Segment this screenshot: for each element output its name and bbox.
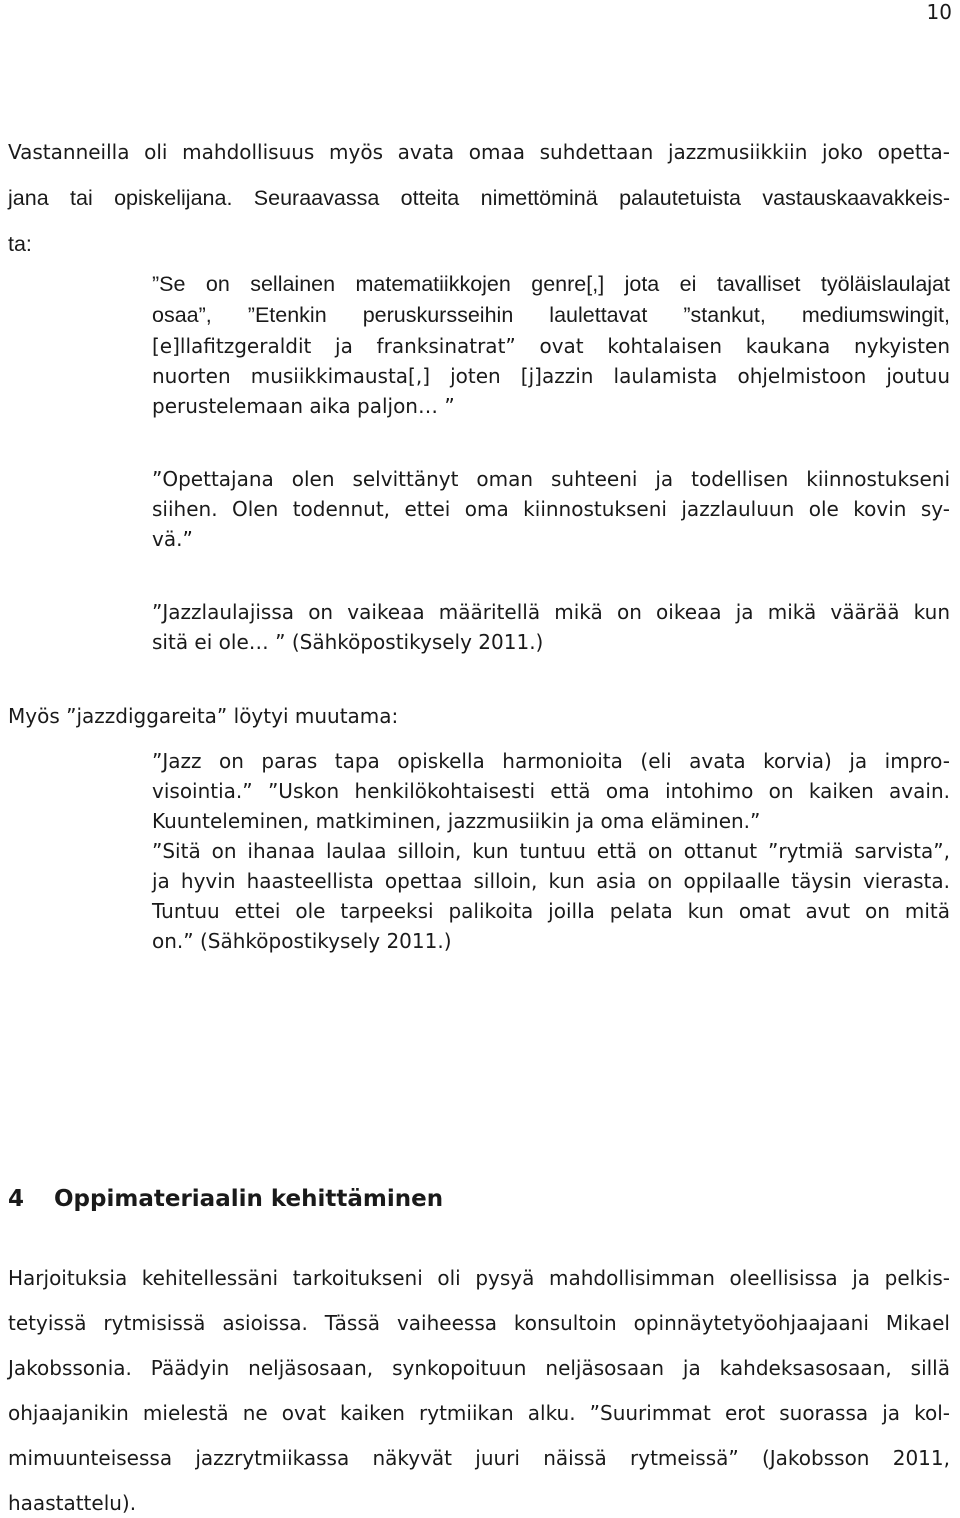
section-heading [8,1186,443,1212]
body-line: tetyissä rytmisissä asioissa. Tässä vaiheessa konsultoin opinnäytetyöohjaajaani Mikael [8,1311,950,1335]
section-number: 4 [8,1186,25,1212]
quote-line: on.” (Sähköpostikysely 2011.) [152,929,452,953]
body-line: haastattelu). [8,1491,137,1515]
quote-line: ”Se on sellainen matematiikkojen genre[,] jota ei tavalliset työläislaulajat [152,272,950,296]
quote-line: ja hyvin haasteellista opettaa silloin, kun asia on oppilaalle täysin vierasta. [152,869,950,893]
body-line: ohjaajanikin mielestä ne ovat kaiken rytmiikan alku. ”Suurimmat erot suorassa ja kol- [8,1401,950,1425]
page-number: 10 [926,0,952,24]
quote-line: ”Sitä on ihanaa laulaa silloin, kun tuntuu että on ottanut ”rytmiä sarvista”, [152,839,950,863]
quote-line: Tuntuu ettei ole tarpeeksi palikoita joilla pelata kun omat avut on mitä [152,899,950,923]
intro-line: ta: [8,232,32,256]
intro-line: jana tai opiskelijana. Seuraavassa otteita nimettöminä palautetuista vastauskaavakkeis- [8,186,950,210]
quote-line: sitä ei ole… ” (Sähköpostikysely 2011.) [152,630,544,654]
quote-line: siihen. Olen todennut, ettei oma kiinnostukseni jazzlauluun ole kovin sy- [152,497,950,521]
intro-line: Myös ”jazzdiggareita” löytyi muutama: [8,704,399,728]
body-line: mimuunteisessa jazzrytmiikassa näkyvät juuri näissä rytmeissä” (Jakobsson 2011, [8,1446,950,1470]
quote-line: ”Jazz on paras tapa opiskella harmonioita (eli avata korvia) ja impro- [152,749,950,773]
quote-line: ”Opettajana olen selvittänyt oman suhteeni ja todellisen kiinnostukseni [152,467,950,491]
quote-line: visointia.” ”Uskon henkilökohtaisesti että oma intohimo on kaiken avain. [152,779,950,803]
intro-line: Vastanneilla oli mahdollisuus myös avata omaa suhdettaan jazzmusiikkiin joko opetta- [8,140,950,164]
section-title: Oppimateriaalin kehittäminen [54,1186,444,1212]
body-line: Jakobssonia. Päädyin neljäsosaan, synkopoituun neljäsosaan ja kahdeksasosaan, sillä [8,1356,950,1380]
quote-line: [e]llafitzgeraldit ja franksinatrat” ovat kohtalaisen kaukana nykyisten [152,334,950,358]
quote-line: nuorten musiikkimausta[,] joten [j]azzin laulamista ohjelmistoon joutuu [152,364,950,388]
quote-line: vä.” [152,527,193,551]
quote-line: ”Jazzlaulajissa on vaikeaa määritellä mikä on oikeaa ja mikä väärää kun [152,600,950,624]
quote-line: perustelemaan aika paljon… ” [152,394,455,418]
quote-line: Kuunteleminen, matkiminen, jazzmusiikin ja oma eläminen.” [152,809,761,833]
body-line: Harjoituksia kehitellessäni tarkoitukseni oli pysyä mahdollisimman oleellisissa ja pelkis- [8,1266,950,1290]
quote-line: osaa”, ”Etenkin peruskursseihin laulettavat ”stankut, mediumswingit, [152,303,950,327]
